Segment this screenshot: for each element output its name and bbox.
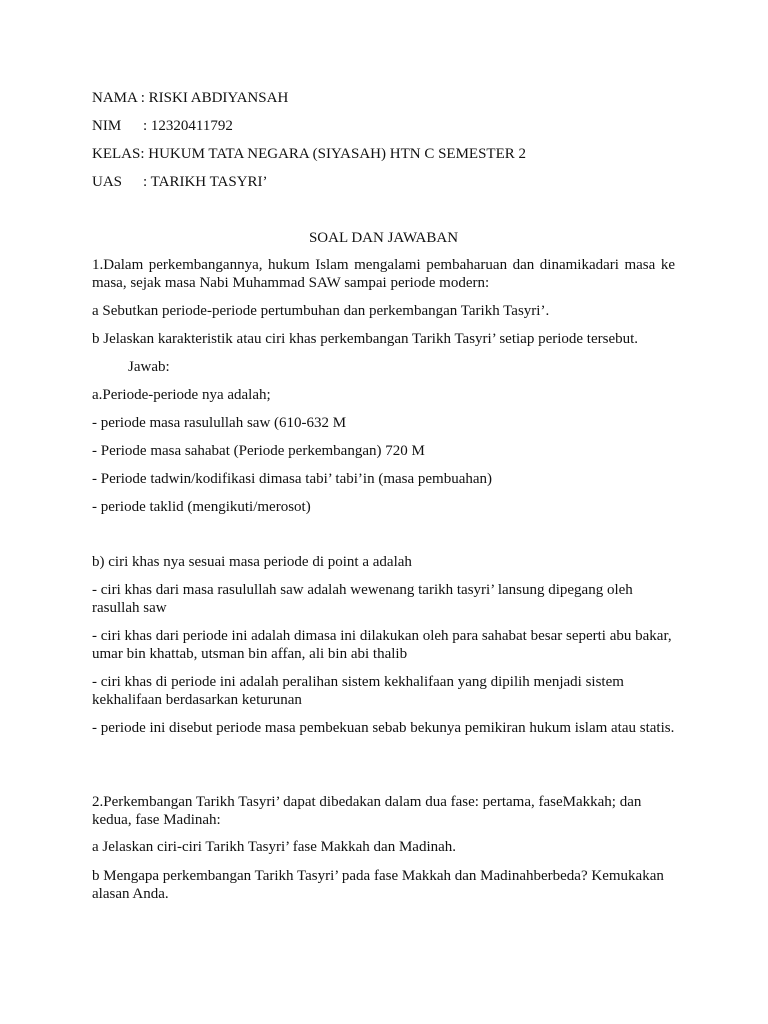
answer-b-intro: b) ciri khas nya sesuai masa periode di point a adalah: [92, 554, 412, 570]
student-name: NAMA : RISKI ABDIYANSAH: [92, 90, 289, 106]
uas-value: : TARIKH TASYRI’: [143, 174, 268, 190]
uas-label: UAS: [92, 174, 123, 190]
question-2: 2.Perkembangan Tarikh Tasyri’ dapat dibedakan dalam dua fase: pertama, faseMakkah; dan kedua, fase Madinah:: [92, 794, 642, 828]
nim-label: NIM: [92, 118, 122, 134]
period-item: - periode taklid (mengikuti/merosot): [92, 499, 311, 515]
answer-label: Jawab:: [128, 359, 170, 375]
answer-a-intro: a.Periode-periode nya adalah;: [92, 387, 271, 403]
question-1: 1.Dalam perkembangannya, hukum Islam mengalami pembaharuan dan dinamikadari masa ke masa, sejak masa Nabi Muhammad SAW sampai periode modern:: [92, 257, 675, 291]
question-1a: a Sebutkan periode-periode pertumbuhan dan perkembangan Tarikh Tasyri’.: [92, 303, 550, 319]
trait-item: - ciri khas dari masa rasulullah saw adalah wewenang tarikh tasyri’ lansung dipegang oleh rasullah saw: [92, 582, 633, 616]
trait-item: - ciri khas di periode ini adalah peralihan sistem kekhalifaan yang dipilih menjadi sistem kekhalifaan berdasarkan keturunan: [92, 674, 624, 708]
section-title: SOAL DAN JAWABAN: [308, 230, 459, 246]
period-item: - Periode masa sahabat (Periode perkembangan) 720 M: [92, 443, 425, 459]
question-1b: b Jelaskan karakteristik atau ciri khas perkembangan Tarikh Tasyri’ setiap periode tersebut.: [92, 331, 639, 347]
exam-subject: [92, 173, 268, 191]
period-item: - periode masa rasulullah saw (610-632 M: [92, 415, 347, 431]
student-nim: [92, 117, 233, 135]
trait-item: - periode ini disebut periode masa pembekuan sebab bekunya pemikiran hukum islam atau statis.: [92, 720, 675, 736]
trait-item: - ciri khas dari periode ini adalah dimasa ini dilakukan oleh para sahabat besar seperti abu bakar, umar bin khattab, utsman bin affan, ali bin abi thalib: [92, 628, 672, 662]
question-2a: a Jelaskan ciri-ciri Tarikh Tasyri’ fase Makkah dan Madinah.: [92, 839, 457, 855]
student-class: KELAS: HUKUM TATA NEGARA (SIYASAH) HTN C SEMESTER 2: [92, 146, 527, 162]
nim-value: : 12320411792: [143, 118, 233, 134]
period-item: - Periode tadwin/kodifikasi dimasa tabi’ tabi’in (masa pembuahan): [92, 471, 493, 487]
question-2b: b Mengapa perkembangan Tarikh Tasyri’ pada fase Makkah dan Madinahberbeda? Kemukakan alasan Anda.: [92, 868, 664, 902]
